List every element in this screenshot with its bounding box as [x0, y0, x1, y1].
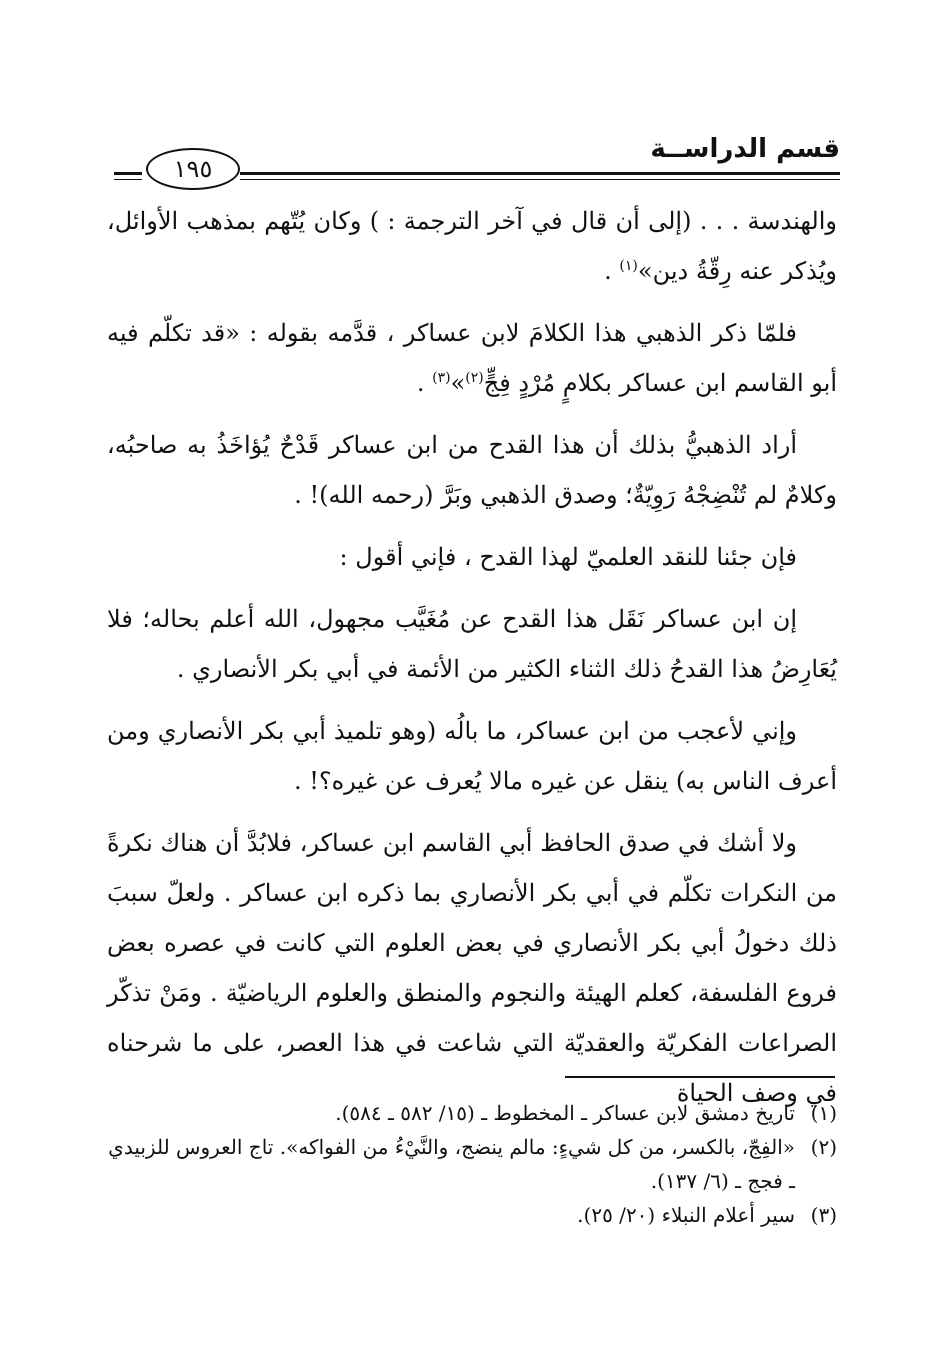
paragraph-2-text: فلمّا ذكر الذهبي هذا الكلامَ لابن عساكر ، قدَّمه بقوله : «قد تكلّم فيه أبو القاسم ابن عساكر بكلامٍ مُرْدٍ فِجٍّ	[107, 319, 837, 397]
body-text	[107, 196, 837, 1130]
paragraph-1	[107, 196, 837, 296]
header-rule-left-thin	[114, 179, 142, 180]
footnote-ref-1[interactable]: (١)	[619, 258, 638, 274]
footnotes	[107, 1096, 837, 1232]
paragraph-2-end: .	[416, 369, 433, 397]
footnote-2-number: (٢)	[810, 1135, 837, 1159]
footnote-ref-3[interactable]: (٣)	[432, 370, 451, 386]
page-header	[110, 120, 840, 190]
section-title: قسم الدراســة	[650, 134, 840, 164]
paragraph-6: وإني لأعجب من ابن عساكر، ما بالُه (وهو تلميذ أبي بكر الأنصاري ومن أعرف الناس به) ينقل عن غيره مالا يُعرف عن غيره؟! .	[107, 717, 837, 795]
footnote-separator	[565, 1076, 835, 1078]
footnote-2	[107, 1130, 837, 1198]
footnote-3-text: سير أعلام النبلاء (٢٠/ ٢٥).	[577, 1203, 795, 1227]
footnote-ref-2[interactable]: (٢)	[465, 370, 484, 386]
header-rule-left-thick	[114, 172, 142, 175]
closing-quote: »	[450, 369, 466, 397]
paragraph-4: فإن جئنا للنقد العلميّ لهذا القدح ، فإني أقول :	[339, 543, 797, 571]
paragraph-3: أراد الذهبيُّ بذلك أن هذا القدح من ابن عساكر قَدْحٌ يُؤاخَذُ به صاحبُه، وكلامٌ لم تُنْضِجْهُ رَوِيّةٌ؛ وصدق الذهبي وبَرَّ (رحمه الله)! .	[107, 431, 837, 509]
paragraph-1-text: والهندسة . . . (إلى أن قال في آخر الترجمة : ) وكان يُتّهم بمذهب الأوائل، ويُذكر عنه رِقّةُ دين»	[107, 207, 837, 285]
footnote-1-number: (١)	[810, 1101, 837, 1125]
paragraph-7: ولا أشك في صدق الحافظ أبي القاسم ابن عساكر، فلابُدَّ أن هناك نكرةً من النكرات تكلّم في أبي بكر الأنصاري بما ذكره ابن عساكر . ولعلّ سببَ ذلك دخولُ أبي بكر الأنصاري في بعض العلوم التي كانت في عصره بعض فروع الفلسفة، كعلم الهيئة والنجوم والمنطق والعلوم الرياضيّة . ومَنْ تذكّر الصراعات الفكريّة والعقديّة التي شاعت في هذا العصر، على ما شرحناه في وصف الحياة	[107, 829, 837, 1107]
header-rule-thin	[240, 179, 840, 180]
footnote-1-text: تاريخ دمشق لابن عساكر ـ المخطوط ـ (١٥/ ٥٨٢ ـ ٥٨٤).	[335, 1101, 795, 1125]
paragraph-1-end: .	[604, 257, 620, 285]
footnote-3	[107, 1198, 837, 1232]
footnote-2-text: «الفِجّ، بالكسر، من كل شيءٍ: مالم ينضج، والنَّيْءُ من الفواكه». تاج العروس للزبيدي ـ فجج ـ (٦/ ١٣٧).	[108, 1135, 795, 1193]
page-number: ١٩٥	[146, 148, 240, 190]
paragraph-5: إن ابن عساكر نَقَل هذا القدح عن مُغَيَّب مجهول، الله أعلم بحاله؛ فلا يُعَارِضُ هذا القدحُ ذلك الثناء الكثير من الأئمة في أبي بكر الأنصاري .	[107, 605, 837, 683]
footnote-1	[107, 1096, 837, 1130]
header-rule-thick	[240, 172, 840, 175]
footnote-3-number: (٣)	[810, 1203, 837, 1227]
paragraph-2	[107, 308, 837, 408]
